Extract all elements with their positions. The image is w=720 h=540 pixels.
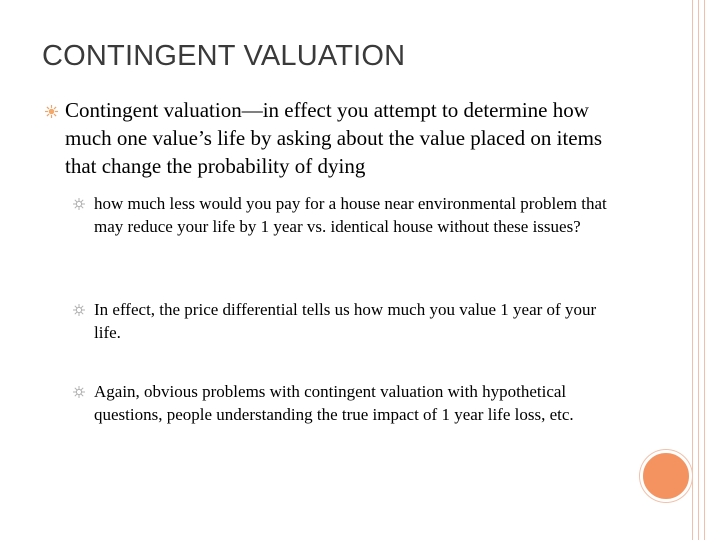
sun-bullet-icon [73,386,85,398]
decorative-line [698,0,699,540]
bullet-text: Again, obvious problems with contingent valuation with hypothetical questions, people understanding the true impact of 1 year life loss, etc. [94,382,574,424]
bullet-text: how much less would you pay for a house near environmental problem that may reduce your life by 1 year vs. identical house without these issues? [94,194,607,236]
sun-bullet-icon [45,105,58,118]
bullet-level2 [73,298,613,344]
bullet-text: In effect, the price differential tells us how much you value 1 year of your life. [94,300,597,342]
sun-bullet-icon [73,198,85,210]
bullet-level1 [45,96,615,180]
sun-bullet-icon [73,304,85,316]
bullet-level2 [73,380,613,426]
decorative-line [692,0,693,540]
slide-title: CONTINGENT VALUATION [42,40,406,72]
bullet-text: Contingent valuation—in effect you attempt to determine how much one value’s life by asking about the value placed on items that change the probability of dying [65,98,603,178]
decorative-circle [640,450,692,502]
decorative-line [704,0,705,540]
bullet-level2 [73,192,613,238]
